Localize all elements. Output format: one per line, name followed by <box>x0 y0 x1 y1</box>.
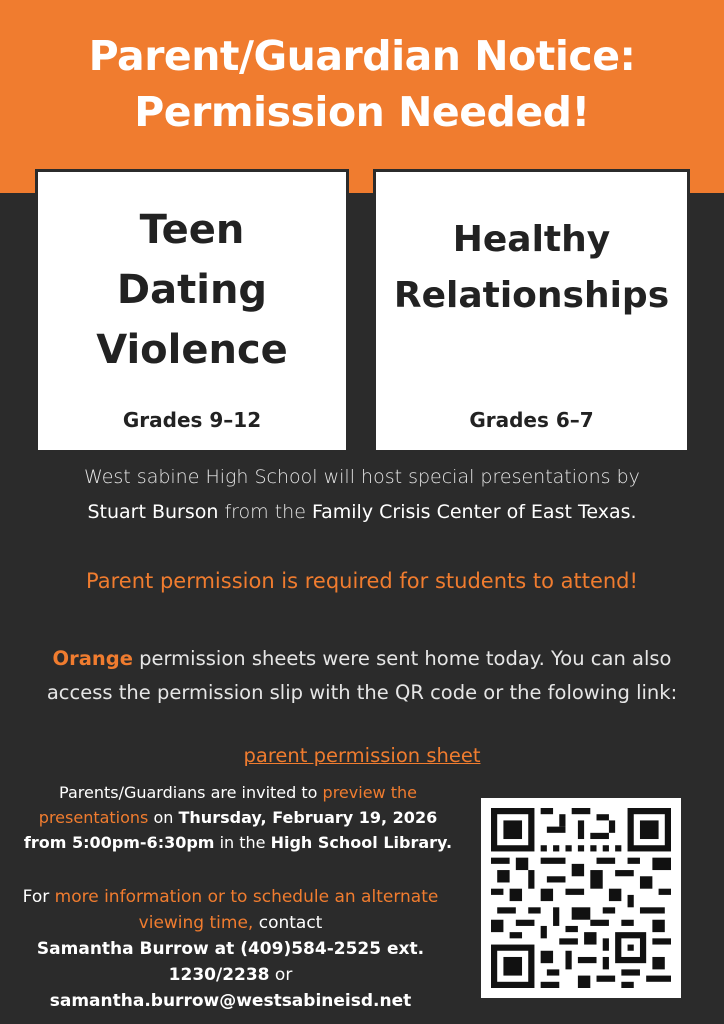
qr-code-icon <box>491 808 671 988</box>
topic-line: Healthy <box>452 219 611 260</box>
preview-text: Parents/Guardians are invited to <box>59 783 323 802</box>
sheets-text: permission sheets were sent home today. You can also access the permission slip with the QR code or the folowing link: <box>46 647 678 704</box>
contact-paragraph <box>18 884 443 1014</box>
permission-required-notice: Parent permission is required for students to attend! <box>86 569 638 593</box>
preview-date: Thursday, February 19, 2026 from 5:00pm-6:30pm <box>23 808 438 852</box>
title-line-2: Permission Needed! <box>134 88 590 136</box>
topic-line: Relationships <box>393 275 670 316</box>
preview-location: High School Library. <box>270 833 453 852</box>
contact-email[interactable]: samantha.burrow@westsabineisd.net <box>49 991 412 1011</box>
card-teen-dating-violence <box>38 172 346 450</box>
topic-line: Dating <box>116 267 268 313</box>
preview-highlight: preview the presentations <box>38 783 417 827</box>
topic-line: Violence <box>96 327 288 373</box>
title-line-1: Parent/Guardian Notice: <box>88 32 636 80</box>
card-healthy-relationships <box>376 172 687 450</box>
permission-sheets-paragraph <box>20 642 704 710</box>
contact-text: For <box>22 887 55 907</box>
card-topic <box>38 200 346 380</box>
intro-text: West sabine High School will host special presentations by <box>84 466 640 488</box>
contact-text: contact <box>253 913 323 933</box>
card-topic <box>376 212 687 324</box>
permission-link-row <box>0 741 724 771</box>
contact-name-phone: Samantha Burrow at (409)584-2525 ext. 1230/2238 <box>36 939 425 985</box>
presenter-name: Stuart Burson <box>87 501 219 523</box>
card-grades: Grades 6–7 <box>469 408 594 432</box>
contact-text: or <box>269 965 293 985</box>
orange-word: Orange <box>52 647 133 670</box>
page-title <box>0 28 724 140</box>
card-grades: Grades 9–12 <box>122 408 262 432</box>
preview-text: in the <box>214 833 271 852</box>
contact-highlight: more information or to schedule an alternate viewing time, <box>54 887 439 933</box>
intro-text: from the <box>218 501 312 523</box>
qr-code[interactable] <box>481 798 681 998</box>
parent-permission-sheet-link[interactable]: parent permission sheet <box>243 744 481 767</box>
intro-paragraph <box>10 460 714 530</box>
preview-paragraph <box>18 780 458 855</box>
organization-name: Family Crisis Center of East Texas. <box>311 501 637 523</box>
topic-line: Teen <box>139 207 245 253</box>
preview-text: on <box>148 808 179 827</box>
